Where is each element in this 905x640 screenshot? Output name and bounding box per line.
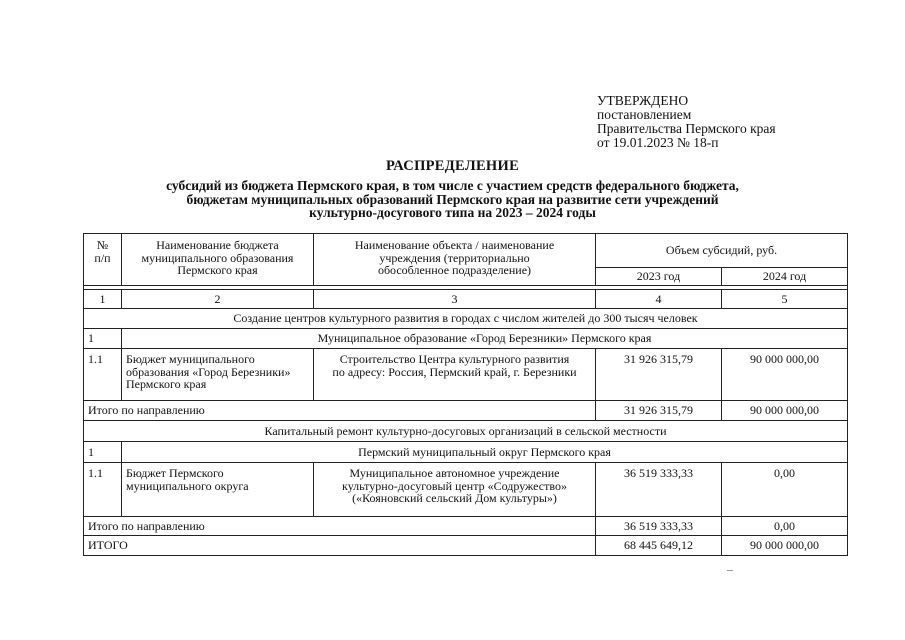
approval-line-decree: постановлением <box>597 107 692 122</box>
header-year-2023: 2023 год <box>596 268 722 286</box>
scan-mark <box>727 570 733 571</box>
index-cell-2: 2 <box>122 290 314 309</box>
index-cell-3: 3 <box>314 290 596 309</box>
section-2-data-row <box>84 463 848 517</box>
header-object: Наименование объекта / наименование учреждения (территориально обособленное подразделение) <box>314 234 596 286</box>
subtitle-line-3: культурно-досугового типа на 2023 – 2024 годы <box>309 205 596 220</box>
subtitle-line-2: бюджетам муниципальных образований Пермского края на развитие сети учреждений <box>186 191 719 207</box>
section-1-row-2024: 90 000 000,00 <box>722 349 848 401</box>
grand-total-label: ИТОГО <box>84 536 596 556</box>
index-cell-4: 4 <box>596 290 722 309</box>
approval-heading: УТВЕРЖДЕНО <box>597 93 689 108</box>
section-1-row-num: 1.1 <box>84 349 122 401</box>
table-header-row <box>84 234 848 268</box>
section-2-title: Капитальный ремонт культурно-досуговых организаций в сельской местности <box>84 421 848 442</box>
section-2-row-2023: 36 519 333,33 <box>596 463 722 517</box>
index-cell-5: 5 <box>722 290 848 309</box>
section-1-total-2024: 90 000 000,00 <box>722 401 848 421</box>
header-year-2024: 2024 год <box>722 268 848 286</box>
subsidy-table <box>83 233 848 556</box>
section-2-total-label: Итого по направлению <box>84 517 596 536</box>
section-1-row-budget: Бюджет муниципального образования «Город Березники» Пермского края <box>122 349 314 401</box>
header-volume: Объем субсидий, руб. <box>596 234 848 268</box>
section-2-total-row <box>84 517 848 536</box>
grand-total-2023: 68 445 649,12 <box>596 536 722 556</box>
index-cell-1: 1 <box>84 290 122 309</box>
grand-total-row <box>84 536 848 556</box>
section-2-group-row <box>84 442 848 463</box>
header-num: № п/п <box>84 234 122 286</box>
section-1-group-name: Муниципальное образование «Город Березники» Пермского края <box>122 329 848 349</box>
section-1-title-row <box>84 309 848 329</box>
section-1-total-label: Итого по направлению <box>84 401 596 421</box>
section-2-row-object: Муниципальное автономное учреждение культурно-досуговый центр «Содружество» («Кояновский сельский Дом культуры») <box>314 463 596 517</box>
section-1-row-2023: 31 926 315,79 <box>596 349 722 401</box>
section-2-total-2024: 0,00 <box>722 517 848 536</box>
approval-line-government: Правительства Пермского края <box>597 121 776 136</box>
section-2-row-num: 1.1 <box>84 463 122 517</box>
index-row <box>84 290 848 309</box>
section-1-group-row <box>84 329 848 349</box>
document-title: РАСПРЕДЕЛЕНИЕ <box>385 158 520 174</box>
approval-line-date: от 19.01.2023 № 18-п <box>597 135 719 150</box>
section-1-total-2023: 31 926 315,79 <box>596 401 722 421</box>
section-2-total-2023: 36 519 333,33 <box>596 517 722 536</box>
approval-stamp <box>597 94 776 150</box>
section-1-group-num: 1 <box>84 329 122 349</box>
section-1-title: Создание центров культурного развития в городах с числом жителей до 300 тысяч человек <box>84 309 848 329</box>
subtitle-line-1: субсидий из бюджета Пермского края, в том числе с участием средств федерального бюджета, <box>166 178 739 193</box>
section-2-row-2024: 0,00 <box>722 463 848 517</box>
section-2-row-budget: Бюджет Пермского муниципального округа <box>122 463 314 517</box>
section-2-group-name: Пермский муниципальный округ Пермского края <box>122 442 848 463</box>
section-1-data-row <box>84 349 848 401</box>
section-2-title-row <box>84 421 848 442</box>
header-budget: Наименование бюджета муниципального образования Пермского края <box>122 234 314 286</box>
grand-total-2024: 90 000 000,00 <box>722 536 848 556</box>
section-1-row-object: Строительство Центра культурного развития по адресу: Россия, Пермский край, г. Березники <box>314 349 596 401</box>
document-subtitle <box>100 179 805 220</box>
section-2-group-num: 1 <box>84 442 122 463</box>
section-1-total-row <box>84 401 848 421</box>
